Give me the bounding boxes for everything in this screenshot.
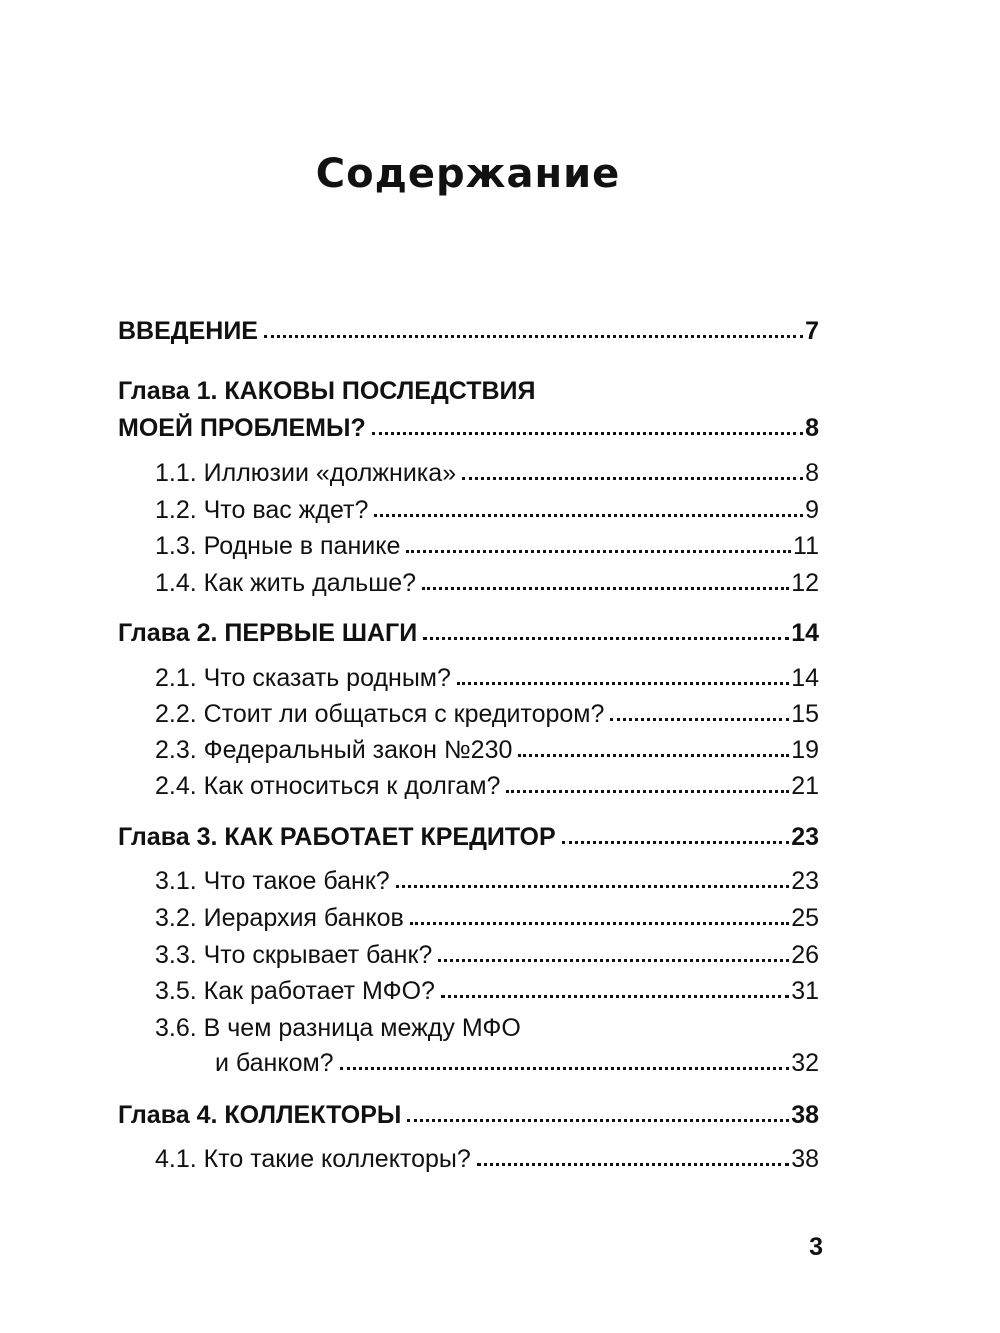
toc-entry-3-1[interactable] (118, 864, 819, 896)
toc-entry-label: 2.2. Стоит ли общаться с кредитором? (155, 700, 605, 728)
toc-entry-page: 9 (805, 496, 819, 524)
toc-entry-label: 1.4. Как жить дальше? (155, 569, 417, 597)
toc-entry-label: и банком? (215, 1049, 334, 1077)
toc-entry-page: 15 (791, 700, 819, 728)
dot-leader (406, 550, 791, 553)
toc-entry-introduction[interactable] (118, 314, 819, 346)
toc-entry-chapter-4[interactable] (118, 1098, 819, 1130)
dot-leader (340, 1067, 790, 1070)
toc-entry-label: ВВЕДЕНИЕ (118, 317, 258, 345)
dot-leader (372, 432, 803, 435)
dot-leader (457, 682, 789, 685)
toc-entry-3-6[interactable] (118, 1046, 819, 1078)
toc-entry-page: 7 (805, 317, 819, 345)
toc-entry-page: 8 (805, 414, 819, 442)
toc-entry-label: 2.3. Федеральный закон №230 (155, 736, 513, 764)
dot-leader (396, 885, 790, 888)
dot-leader (518, 754, 789, 757)
toc-entry-page: 21 (791, 772, 819, 800)
toc-entry-label: 2.4. Как относиться к долгам? (155, 772, 501, 800)
toc-chapter-1-title-line[interactable] (118, 374, 819, 406)
toc-entry-1-1[interactable] (118, 456, 819, 488)
toc-entry-2-1[interactable] (118, 661, 819, 693)
toc-entry-page: 14 (791, 619, 819, 647)
toc-entry-page: 38 (791, 1145, 819, 1173)
toc-entry-2-3[interactable] (118, 733, 819, 765)
toc-entry-3-2[interactable] (118, 901, 819, 933)
toc-entry-3-6-title-line[interactable] (118, 1011, 819, 1043)
dot-leader (422, 587, 789, 590)
toc-entry-page: 23 (791, 823, 819, 851)
toc-entry-label: 4.1. Кто такие коллекторы? (155, 1145, 471, 1173)
toc-entry-label: 3.6. В чем разница между МФО (155, 1014, 521, 1042)
dot-leader (407, 1119, 789, 1122)
toc-entry-page: 38 (791, 1101, 819, 1129)
dot-leader (562, 841, 790, 844)
dot-leader (438, 959, 789, 962)
toc-entry-3-5[interactable] (118, 974, 819, 1006)
dot-leader (410, 922, 789, 925)
toc-entry-1-2[interactable] (118, 493, 819, 525)
toc-entry-page: 12 (791, 569, 819, 597)
toc-entry-chapter-3[interactable] (118, 820, 819, 852)
dot-leader (374, 514, 803, 517)
toc-entry-page: 31 (791, 977, 819, 1005)
toc-entry-3-3[interactable] (118, 938, 819, 970)
toc-entry-page: 19 (791, 736, 819, 764)
toc-entry-2-4[interactable] (118, 769, 819, 801)
page-title: Содержание (315, 151, 621, 197)
toc-entry-page: 14 (791, 664, 819, 692)
toc-entry-page: 23 (791, 867, 819, 895)
toc-entry-label: 1.2. Что вас ждет? (155, 496, 369, 524)
dot-leader (506, 790, 789, 793)
toc-entry-chapter-1[interactable] (118, 411, 819, 443)
toc-entry-label: МОЕЙ ПРОБЛЕМЫ? (118, 414, 366, 442)
dot-leader (462, 477, 803, 480)
dot-leader (441, 995, 789, 998)
toc-entry-page: 26 (791, 941, 819, 969)
toc-entry-label: Глава 1. КАКОВЫ ПОСЛЕДСТВИЯ (118, 377, 536, 405)
dot-leader (477, 1163, 789, 1166)
toc-entry-page: 11 (793, 532, 819, 560)
toc-entry-4-1[interactable] (118, 1142, 819, 1174)
toc-entry-label: 2.1. Что сказать родным? (155, 664, 451, 692)
dot-leader (610, 718, 789, 721)
toc-entry-chapter-2[interactable] (118, 616, 819, 648)
toc-entry-1-3[interactable] (118, 529, 819, 561)
dot-leader (423, 637, 789, 640)
toc-entry-label: Глава 4. КОЛЛЕКТОРЫ (118, 1101, 402, 1129)
toc-entry-label: 3.2. Иерархия банков (155, 904, 404, 932)
toc-entry-page: 32 (791, 1049, 819, 1077)
dot-leader (264, 335, 803, 338)
toc-entry-label: 1.1. Иллюзии «должника» (155, 459, 457, 487)
toc-entry-label: 3.3. Что скрывает банк? (155, 941, 433, 969)
toc-entry-2-2[interactable] (118, 697, 819, 729)
toc-entry-label: Глава 3. КАК РАБОТАЕТ КРЕДИТОР (118, 823, 556, 851)
page-number: 3 (809, 1233, 823, 1261)
toc-entry-label: 1.3. Родные в панике (155, 532, 401, 560)
toc-entry-1-4[interactable] (118, 566, 819, 598)
toc-entry-page: 8 (805, 459, 819, 487)
toc-entry-label: 3.5. Как работает МФО? (155, 977, 435, 1005)
toc-entry-label: 3.1. Что такое банк? (155, 867, 390, 895)
toc-entry-page: 25 (791, 904, 819, 932)
toc-entry-label: Глава 2. ПЕРВЫЕ ШАГИ (118, 619, 418, 647)
